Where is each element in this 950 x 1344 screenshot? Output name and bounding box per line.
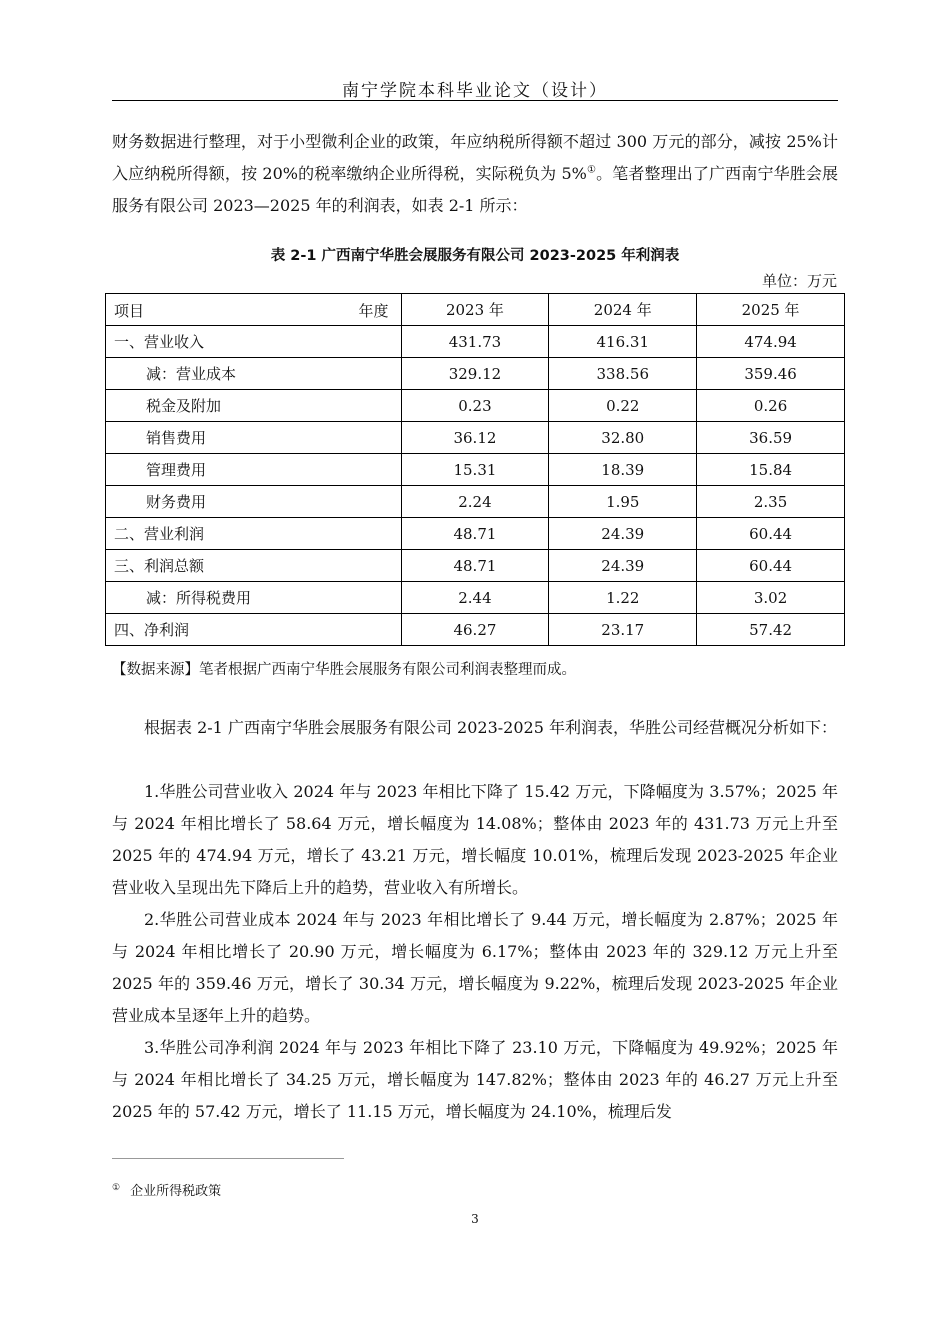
header-year-2024: 2024 年 [549, 294, 697, 326]
row-value: 15.84 [697, 454, 845, 486]
table-row [106, 454, 845, 486]
header-year-2023: 2023 年 [401, 294, 549, 326]
running-header: 南宁学院本科毕业论文（设计） [342, 81, 608, 101]
row-label: 二、营业利润 [106, 518, 402, 550]
row-value: 1.95 [549, 486, 697, 518]
row-value: 416.31 [549, 326, 697, 358]
intro-text-after: 。笔者整理出了广西南宁华胜会展服务有限公司 2023—2025 年的利润表，如表 2-1 所示： [112, 164, 838, 215]
row-label: 税金及附加 [106, 390, 402, 422]
row-value: 359.46 [697, 358, 845, 390]
table-header-row [106, 294, 845, 326]
row-value: 1.22 [549, 582, 697, 614]
row-label: 三、利润总额 [106, 550, 402, 582]
row-label: 一、营业收入 [106, 326, 402, 358]
table-row [106, 518, 845, 550]
row-label: 四、净利润 [106, 614, 402, 646]
row-value: 2.44 [401, 582, 549, 614]
row-value: 0.23 [401, 390, 549, 422]
row-value: 338.56 [549, 358, 697, 390]
row-value: 24.39 [549, 518, 697, 550]
footnote-rule [112, 1158, 344, 1159]
row-value: 431.73 [401, 326, 549, 358]
table-row [106, 390, 845, 422]
row-value: 474.94 [697, 326, 845, 358]
row-label: 财务费用 [106, 486, 402, 518]
row-value: 0.22 [549, 390, 697, 422]
row-value: 60.44 [697, 550, 845, 582]
intro-paragraph [112, 126, 838, 222]
row-value: 48.71 [401, 550, 549, 582]
row-value: 60.44 [697, 518, 845, 550]
row-value: 23.17 [549, 614, 697, 646]
table-row [106, 326, 845, 358]
row-value: 2.35 [697, 486, 845, 518]
row-value: 36.12 [401, 422, 549, 454]
table-row [106, 486, 845, 518]
footnote [112, 1180, 221, 1199]
header-year-label: 年度 [358, 302, 389, 320]
row-value: 2.24 [401, 486, 549, 518]
table-source-note: 【数据来源】笔者根据广西南宁华胜会展服务有限公司利润表整理而成。 [112, 662, 576, 678]
row-label: 管理费用 [106, 454, 402, 486]
row-value: 0.26 [697, 390, 845, 422]
income-statement-table [105, 293, 845, 646]
table-row [106, 550, 845, 582]
row-value: 329.12 [401, 358, 549, 390]
row-value: 48.71 [401, 518, 549, 550]
analysis-point-3: 3.华胜公司净利润 2024 年与 2023 年相比下降了 23.10 万元，下降幅度为 49.92%；2025 年与 2024 年相比增长了 34.25 万元，增长幅度为 147.82%；整体由 2023 年的 46.27 万元上升至 2025 年的 57.42 万元，增长了 11.15 万元，增长幅度为 24.10%，梳理后发 [112, 1038, 838, 1121]
analysis-point-2: 2.华胜公司营业成本 2024 年与 2023 年相比增长了 9.44 万元，增长幅度为 2.87%；2025 年与 2024 年相比增长了 20.90 万元，增长幅度为 6.17%；整体由 2023 年的 329.12 万元上升至 2025 年的 359.46 万元，增长了 30.34 万元，增长幅度为 9.22%，梳理后发现 2023-2025 年企业营业成本呈逐年上升的趋势。 [112, 910, 838, 1025]
page-number: 3 [471, 1212, 479, 1226]
row-value: 36.59 [697, 422, 845, 454]
row-value: 18.39 [549, 454, 697, 486]
row-value: 24.39 [549, 550, 697, 582]
analysis-lead-paragraph: 根据表 2-1 广西南宁华胜会展服务有限公司 2023-2025 年利润表，华胜公司经营概况分析如下： [144, 718, 837, 737]
header-item-label: 项目 [114, 302, 145, 320]
header-item-cell [106, 294, 402, 326]
intro-text-before: 财务数据进行整理，对于小型微利企业的政策，年应纳税所得额不超过 300 万元的部分，减按 25%计入应纳税所得额，按 20%的税率缴纳企业所得税，实际税负为 5% [112, 132, 838, 183]
header-year-2025: 2025 年 [697, 294, 845, 326]
footnote-reference[interactable]: ① [586, 164, 597, 176]
row-value: 32.80 [549, 422, 697, 454]
table-row [106, 614, 845, 646]
row-value: 46.27 [401, 614, 549, 646]
row-value: 3.02 [697, 582, 845, 614]
analysis-point-1: 1.华胜公司营业收入 2024 年与 2023 年相比下降了 15.42 万元，下降幅度为 3.57%；2025 年与 2024 年相比增长了 58.64 万元，增长幅度为 14.08%；整体由 2023 年的 431.73 万元上升至 2025 年的 474.94 万元，增长了 43.21 万元，增长幅度 10.01%，梳理后发现 2023-2025 年企业营业收入呈现出先下降后上升的趋势，营业收入有所增长。 [112, 782, 838, 897]
table-row [106, 358, 845, 390]
footnote-text: 企业所得税政策 [130, 1184, 222, 1199]
header-rule [112, 100, 838, 101]
table-row [106, 582, 845, 614]
row-value: 15.31 [401, 454, 549, 486]
row-label: 减：营业成本 [106, 358, 402, 390]
table-unit: 单位：万元 [761, 272, 837, 290]
table-caption: 表 2-1 广西南宁华胜会展服务有限公司 2023-2025 年利润表 [270, 248, 680, 264]
row-value: 57.42 [697, 614, 845, 646]
row-label: 减：所得税费用 [106, 582, 402, 614]
row-label: 销售费用 [106, 422, 402, 454]
table-row [106, 422, 845, 454]
footnote-mark: ① [112, 1182, 121, 1193]
